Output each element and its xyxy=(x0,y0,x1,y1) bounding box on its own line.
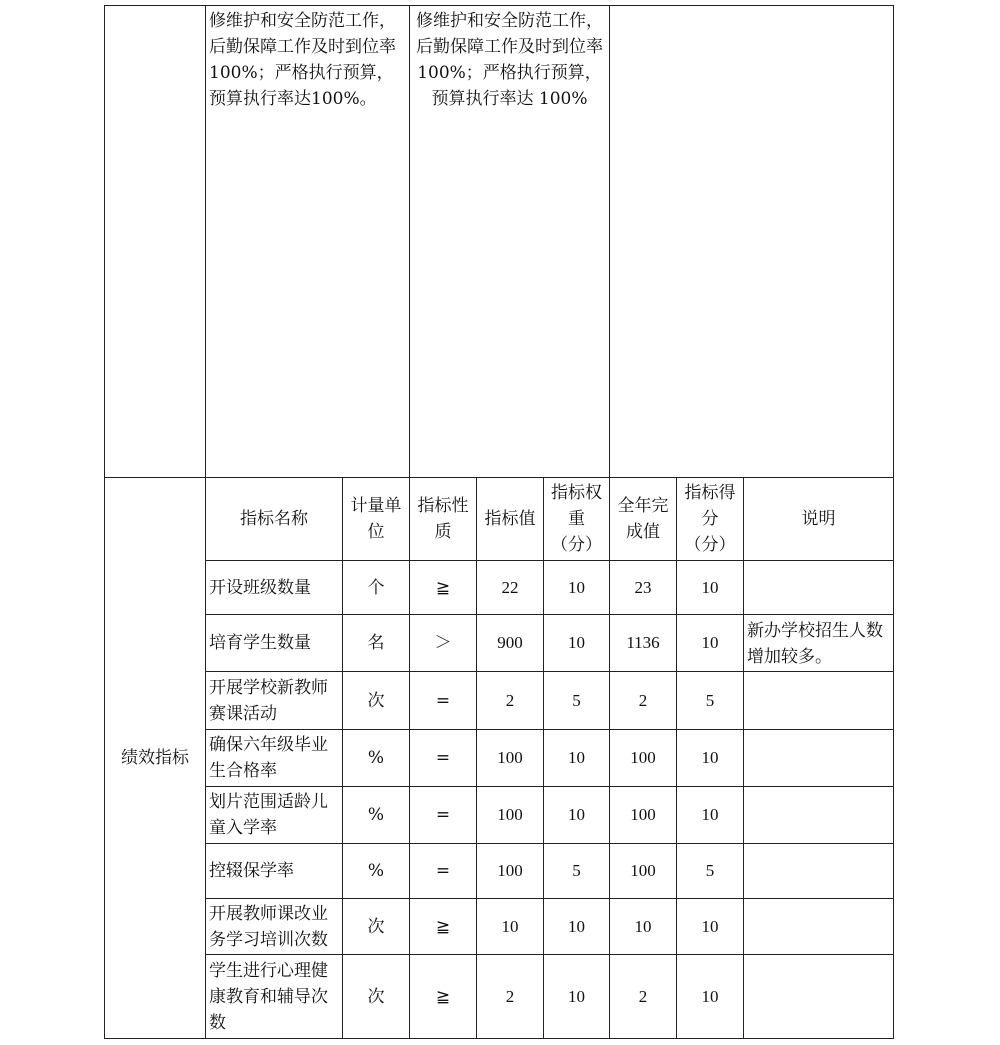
indicator-weight: 5 xyxy=(544,672,610,730)
indicator-completed: 100 xyxy=(610,730,677,787)
indicator-unit: 个 xyxy=(343,561,410,615)
table-row xyxy=(105,672,894,730)
indicator-remark xyxy=(744,955,894,1039)
table-row xyxy=(105,844,894,899)
indicator-unit: 名 xyxy=(343,615,410,672)
indicator-score: 10 xyxy=(677,787,744,844)
indicator-name: 控辍保学率 xyxy=(206,844,343,899)
indicator-nature: ≧ xyxy=(410,561,477,615)
table-row xyxy=(105,561,894,615)
target-row xyxy=(105,6,894,478)
indicator-completed: 100 xyxy=(610,844,677,899)
indicator-remark xyxy=(744,561,894,615)
actual-text: 修维护和安全防范工作，后勤保障工作及时到位率 100%；严格执行预算，预算执行率达 100% xyxy=(416,11,603,109)
indicator-unit: 次 xyxy=(343,899,410,955)
section-label-cell xyxy=(105,478,206,1039)
indicator-nature: ≧ xyxy=(410,899,477,955)
table-row xyxy=(105,787,894,844)
indicator-completed: 100 xyxy=(610,787,677,844)
header-row xyxy=(105,478,894,561)
indicator-completed: 1136 xyxy=(610,615,677,672)
indicator-score: 10 xyxy=(677,955,744,1039)
indicator-value: 22 xyxy=(477,561,544,615)
header-weight: 指标权重（分） xyxy=(544,478,610,561)
indicator-value: 10 xyxy=(477,899,544,955)
indicator-nature: = xyxy=(410,672,477,730)
indicator-unit: 次 xyxy=(343,672,410,730)
section-label: 绩效指标 xyxy=(121,748,189,768)
indicator-nature: = xyxy=(410,787,477,844)
indicator-score: 5 xyxy=(677,672,744,730)
indicator-remark xyxy=(744,615,894,672)
indicator-weight: 5 xyxy=(544,844,610,899)
indicator-score: 5 xyxy=(677,844,744,899)
header-remark: 说明 xyxy=(744,478,894,561)
indicator-weight: 10 xyxy=(544,730,610,787)
indicator-nature: = xyxy=(410,844,477,899)
indicator-score: 10 xyxy=(677,899,744,955)
header-name: 指标名称 xyxy=(206,478,343,561)
indicator-remark xyxy=(744,899,894,955)
header-score: 指标得分（分） xyxy=(677,478,744,561)
indicator-weight: 10 xyxy=(544,955,610,1039)
table-row xyxy=(105,615,894,672)
header-unit: 计量单位 xyxy=(343,478,410,561)
indicator-weight: 10 xyxy=(544,561,610,615)
indicator-nature: ≧ xyxy=(410,955,477,1039)
indicator-completed: 2 xyxy=(610,672,677,730)
indicator-unit: % xyxy=(343,844,410,899)
indicator-nature: ＞ xyxy=(410,615,477,672)
note-cell xyxy=(610,6,894,478)
indicator-score: 10 xyxy=(677,730,744,787)
indicator-score: 10 xyxy=(677,615,744,672)
indicator-unit: 次 xyxy=(343,955,410,1039)
header-nature: 指标性质 xyxy=(410,478,477,561)
indicator-weight: 10 xyxy=(544,615,610,672)
indicator-name: 培育学生数量 xyxy=(206,615,343,672)
indicator-completed: 2 xyxy=(610,955,677,1039)
blank-label-cell xyxy=(105,6,206,478)
indicator-name: 开展教师课改业务学习培训次数 xyxy=(206,899,343,955)
table-row xyxy=(105,899,894,955)
indicator-remark xyxy=(744,844,894,899)
indicator-value: 2 xyxy=(477,672,544,730)
indicator-remark xyxy=(744,672,894,730)
indicator-nature: = xyxy=(410,730,477,787)
indicator-value: 2 xyxy=(477,955,544,1039)
table-row xyxy=(105,730,894,787)
target-text-cell xyxy=(206,6,410,478)
table-row xyxy=(105,955,894,1039)
indicator-name: 开设班级数量 xyxy=(206,561,343,615)
indicator-completed: 10 xyxy=(610,899,677,955)
actual-text-cell xyxy=(410,6,610,478)
header-value: 指标值 xyxy=(477,478,544,561)
indicator-name: 学生进行心理健康教育和辅导次数 xyxy=(206,955,343,1039)
indicator-unit: % xyxy=(343,730,410,787)
indicator-value: 900 xyxy=(477,615,544,672)
header-completed: 全年完成值 xyxy=(610,478,677,561)
target-text: 修维护和安全防范工作，后勤保障工作及时到位率 100%；严格执行预算，预算执行率达100%。 xyxy=(209,11,396,109)
indicator-unit: % xyxy=(343,787,410,844)
indicator-value: 100 xyxy=(477,844,544,899)
indicator-remark xyxy=(744,730,894,787)
indicator-score: 10 xyxy=(677,561,744,615)
indicator-weight: 10 xyxy=(544,787,610,844)
indicator-weight: 10 xyxy=(544,899,610,955)
indicator-completed: 23 xyxy=(610,561,677,615)
indicator-name: 开展学校新教师赛课活动 xyxy=(206,672,343,730)
indicator-name: 划片范围适龄儿童入学率 xyxy=(206,787,343,844)
indicator-remark xyxy=(744,787,894,844)
indicator-value: 100 xyxy=(477,787,544,844)
indicator-name: 确保六年级毕业生合格率 xyxy=(206,730,343,787)
remark-text: 新办学校招生人数增加较多。 xyxy=(747,621,883,667)
indicator-value: 100 xyxy=(477,730,544,787)
performance-table xyxy=(104,5,894,1039)
